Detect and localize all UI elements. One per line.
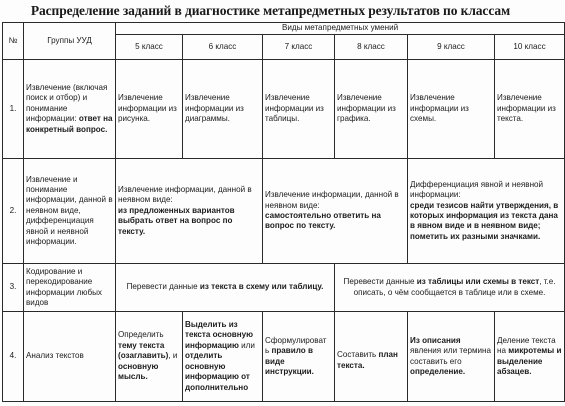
task-text: , и (168, 351, 178, 361)
header-grade-5: 5 класс (116, 35, 183, 60)
table-row (3, 60, 565, 159)
table-row (3, 312, 565, 402)
header-num: № (3, 23, 24, 60)
task-cell (263, 312, 335, 402)
task-text-bold: из предложенных вариантов выбрать ответ на вопрос по тексту. (118, 205, 235, 236)
task-text-bold: правило в виде инструкции. (265, 346, 314, 376)
task-text-bold: Из описания (410, 335, 461, 345)
group-text: Извлечение (включая поиск и отбор) и понимание информации: (26, 82, 108, 124)
task-cell (116, 312, 183, 402)
task-text: Сформулироват ь (265, 335, 327, 356)
header-grade-10: 10 класс (495, 35, 565, 60)
task-text: Извлечение информации, данной в неявном виде: (265, 190, 399, 210)
task-text-bold: отделить основную информацию от дополнительно (185, 351, 250, 392)
task-cell: Извлечение информации из рисунка. (116, 60, 183, 159)
row-number: 4. (3, 312, 24, 402)
task-cell: Извлечение информации из диаграммы. (183, 60, 263, 159)
task-text: , т.е. описать, о чём сообщается в таблице или в схеме. (353, 277, 556, 297)
task-text: Перевести данные (343, 277, 417, 287)
task-cell-8-10 (335, 264, 565, 312)
task-text-bold: план текста. (337, 350, 398, 370)
task-text-bold: определение. (410, 366, 466, 376)
header-grade-7: 7 класс (263, 35, 335, 60)
table-row (3, 159, 565, 264)
task-cell-9-10 (408, 159, 565, 264)
task-cell: Извлечение информации из графика. (335, 60, 408, 159)
task-text: Извлечение информации, данной в неявном виде: (118, 184, 252, 205)
task-cell (408, 312, 495, 402)
header-groups: Группы УУД (24, 23, 116, 60)
task-cell: Извлечение информации из схемы. (408, 60, 495, 159)
task-text: Определить (118, 330, 164, 340)
task-text: Дифференциация явной и неявной информации: (410, 179, 544, 200)
document-title: Распределение заданий в диагностике метапредметных результатов по классам (30, 3, 511, 18)
task-text-bold: из таблицы или схемы в текст (416, 277, 540, 287)
task-text: явления или термина составить его (410, 346, 492, 366)
task-cell (495, 312, 565, 402)
table-row (3, 264, 565, 312)
group-cell: Кодирование и перекодирование информации любых видов (24, 264, 116, 312)
header-grade-6: 6 класс (183, 35, 263, 60)
task-text-bold: тему текста (озаглавить) (118, 340, 169, 361)
task-text: Деление текста на (497, 335, 556, 356)
task-cell (335, 312, 408, 402)
task-text: или (238, 340, 255, 350)
distribution-table (2, 22, 565, 402)
task-cell: Извлечение информации из текста. (495, 60, 565, 159)
group-cell: Анализ текстов (24, 312, 116, 402)
task-text: Перевести данные (126, 282, 200, 292)
task-text: Составить (337, 350, 379, 360)
task-cell-7-8 (263, 159, 408, 264)
task-text-bold: самостоятельно ответить на вопрос по тексту. (265, 211, 381, 231)
task-cell: Извлечение информации из таблицы. (263, 60, 335, 159)
header-types: Виды метапредметных умений (116, 23, 565, 35)
task-cell-5-6 (116, 159, 263, 264)
group-text-bold: ответ на конкретный вопрос. (26, 114, 113, 134)
task-text-bold: из текста в схему или таблицу. (199, 282, 324, 292)
header-grade-8: 8 класс (335, 35, 408, 60)
task-cell-5-7 (116, 264, 335, 312)
group-cell (24, 60, 116, 159)
group-cell: Извлечение и понимание информации, данной в неявном виде, дифференциация явной и неявной информации. (24, 159, 116, 264)
task-text-bold: среди тезисов найти утверждения, в которых информация из текста дана в явном виде и в неявном виде; пометить их разными значками. (410, 200, 559, 241)
row-number: 1. (3, 60, 24, 159)
task-text-bold: основную мысль. (118, 361, 159, 382)
task-cell (183, 312, 263, 402)
row-number: 3. (3, 264, 24, 312)
task-text-bold: Выделить из текста основную информацию (185, 320, 254, 350)
task-text-bold: микротемы и выделение абзацев. (497, 346, 562, 376)
header-grade-9: 9 класс (408, 35, 495, 60)
row-number: 2. (3, 159, 24, 264)
